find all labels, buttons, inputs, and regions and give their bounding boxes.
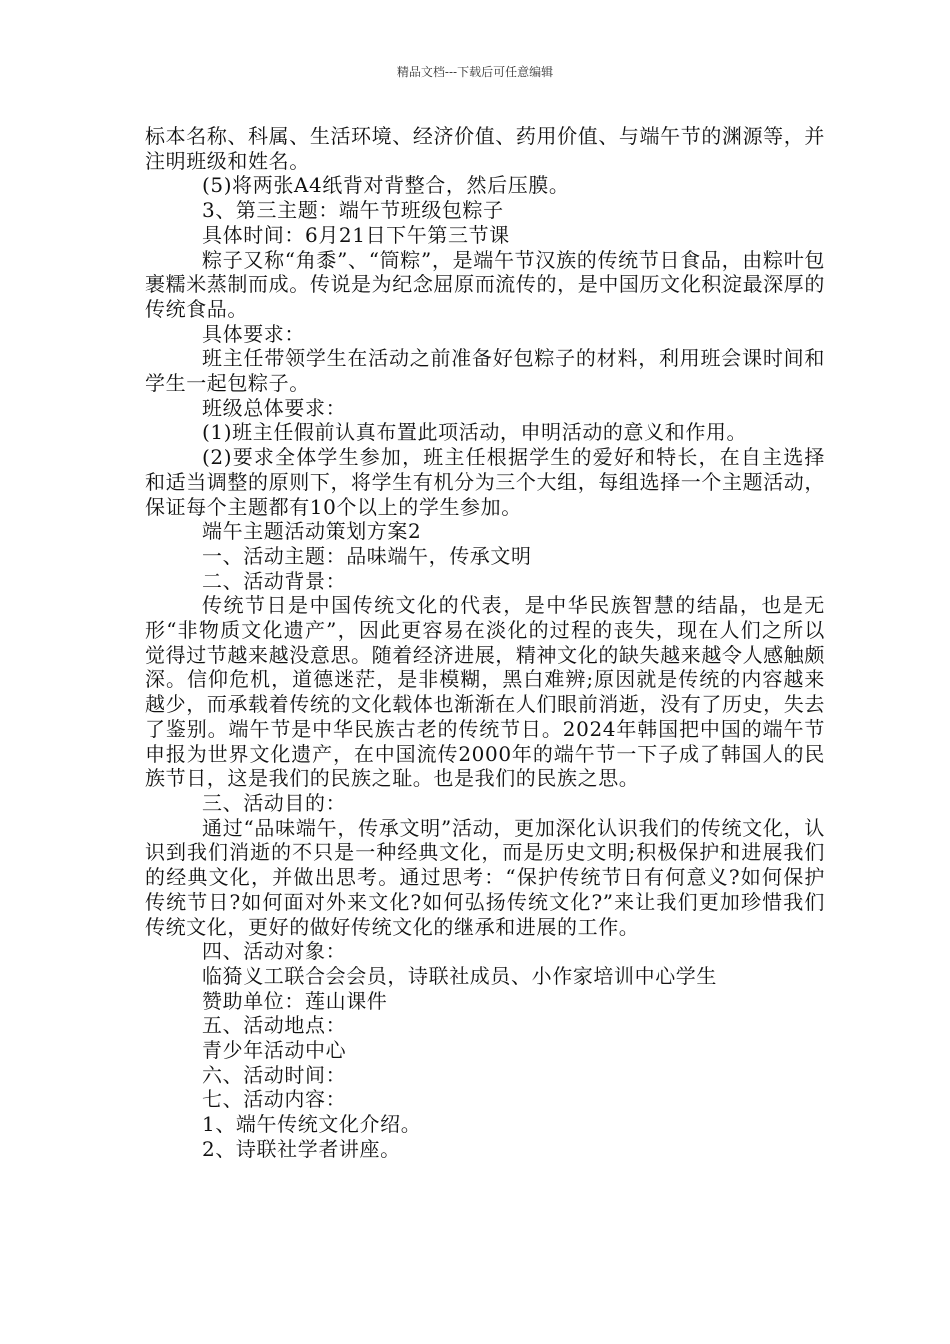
- document-body: [145, 124, 825, 1162]
- paragraph: 传统节日是中国传统文化的代表，是中华民族智慧的结晶，也是无形“非物质文化遗产”，因此更容易在淡化的过程的丧失，现在人们之所以觉得过节越来越没意思。随着经济进展，精神文化的缺失越来越令人感触颇深。信仰危机，道德迷茫，是非模糊，黑白难辨;原因就是传统的内容越来越少，而承载着传统的文化载体也渐渐在人们眼前消逝，没有了历史，失去了鉴别。端午节是中华民族古老的传统节日。2024年韩国把中国的端午节申报为世界文化遗产，在中国流传2000年的端午节一下子成了韩国人的民族节日，这是我们的民族之耻。也是我们的民族之思。: [145, 593, 825, 791]
- paragraph: 七、活动内容：: [202, 1087, 347, 1112]
- paragraph: 一、活动主题：品味端午，传承文明: [202, 543, 532, 568]
- paragraph: 临猗义工联合会会员，诗联社成员、小作家培训中心学生: [202, 963, 717, 988]
- paragraph: 赞助单位：莲山课件: [202, 988, 388, 1013]
- paragraph: 具体时间：6月21日下午第三节课: [202, 222, 510, 247]
- paragraph: 青少年活动中心: [202, 1038, 347, 1063]
- paragraph: 粽子又称“角黍”、“筒粽”，是端午节汉族的传统节日食品，由粽叶包裹糯米蒸制而成。传说是为纪念屈原而流传的，是中国历文化积淀最深厚的传统食品。: [145, 247, 825, 321]
- paragraph: (2)要求全体学生参加，班主任根据学生的爱好和特长，在自主选择和适当调整的原则下，将学生有机分为三个大组，每组选择一个主题活动，保证每个主题都有10个以上的学生参加。: [145, 445, 825, 519]
- paragraph: 1、端午传统文化介绍。: [202, 1112, 422, 1137]
- paragraph: 具体要求：: [202, 321, 305, 346]
- paragraph: 端午主题活动策划方案2: [202, 519, 422, 544]
- paragraph: 四、活动对象：: [202, 939, 347, 964]
- paragraph: 标本名称、科属、生活环境、经济价值、药用价值、与端午节的渊源等，并注明班级和姓名。: [145, 124, 825, 173]
- paragraph: 2、诗联社学者讲座。: [202, 1136, 401, 1161]
- paragraph: 六、活动时间：: [202, 1062, 347, 1087]
- page-header: 精品文档---下载后可任意编辑: [396, 65, 554, 79]
- paragraph: (1)班主任假前认真布置此项活动，申明活动的意义和作用。: [202, 420, 748, 445]
- paragraph: 二、活动背景：: [202, 568, 347, 593]
- paragraph: 通过“品味端午，传承文明”活动，更加深化认识我们的传统文化，认识到我们消逝的不只是一种经典文化，而是历史文明;积极保护和进展我们的经典文化，并做出思考。通过思考：“保护传统节日有何意义?如何保护传统节日?如何面对外来文化?如何弘扬传统文化?”来让我们更加珍惜我们传统文化，更好的做好传统文化的继承和进展的工作。: [145, 815, 825, 939]
- paragraph: 五、活动地点：: [202, 1013, 347, 1038]
- paragraph: 班主任带领学生在活动之前准备好包粽子的材料，利用班会课时间和学生一起包粽子。: [145, 346, 825, 396]
- paragraph: 班级总体要求：: [202, 395, 347, 420]
- paragraph: 三、活动目的：: [202, 790, 347, 815]
- paragraph: (5)将两张A4纸背对背整合，然后压膜。: [202, 173, 570, 198]
- paragraph: 3、第三主题：端午节班级包粽子: [202, 198, 504, 223]
